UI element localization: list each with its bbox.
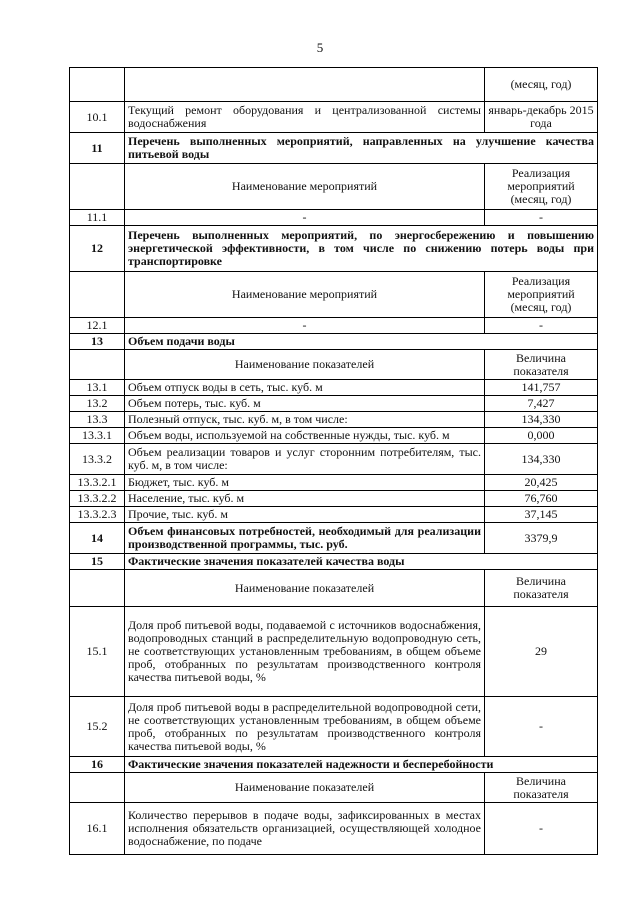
row-name: Прочие, тыс. куб. м — [125, 507, 485, 523]
page-number: 5 — [316, 40, 324, 55]
section-title: Фактические значения показателей надежности и бесперебойности — [125, 757, 598, 773]
section-row — [70, 757, 598, 773]
row-number — [70, 350, 125, 380]
section-number: 15 — [70, 554, 125, 570]
table-row — [70, 102, 598, 133]
row-value: - — [485, 803, 598, 855]
row-name: Доля проб питьевой воды, подаваемой с источников водоснабжения, водопроводных станций в распределительную водопроводную сеть, не соответствующих установленным требованиям, в общем объеме проб, отобранных по результатам производственного контроля качества питьевой воды, % — [125, 607, 485, 697]
row-value: 0,000 — [485, 428, 598, 444]
column-header: Наименование мероприятий — [125, 272, 485, 318]
section-number: 16 — [70, 757, 125, 773]
table-row — [70, 380, 598, 396]
row-name: Объем реализации товаров и услуг сторонним потребителям, тыс. куб. м, в том числе: — [125, 444, 485, 475]
column-header-row — [70, 272, 598, 318]
section-title: Объем подачи воды — [125, 334, 598, 350]
row-name — [125, 68, 485, 102]
column-header: Наименование показателей — [125, 773, 485, 803]
row-name: - — [125, 210, 485, 226]
row-number: 15.1 — [70, 607, 125, 697]
row-number: 11.1 — [70, 210, 125, 226]
row-number — [70, 570, 125, 607]
column-header-row — [70, 164, 598, 210]
row-name: Объем финансовых потребностей, необходимый для реализации производственной программы, тыс. руб. — [125, 523, 485, 554]
row-value: январь-декабрь 2015 года — [485, 102, 598, 133]
row-name: - — [125, 318, 485, 334]
column-header: Реализация мероприятий (месяц, год) — [485, 272, 598, 318]
row-number — [70, 164, 125, 210]
column-header: Величина показателя — [485, 773, 598, 803]
table-row — [70, 428, 598, 444]
table-row — [70, 210, 598, 226]
row-value: 134,330 — [485, 444, 598, 475]
table-row — [70, 491, 598, 507]
row-name: Доля проб питьевой воды в распределительной водопроводной сети, не соответствующих установленным требованиям, в общем объеме проб, отобранных по результатам производственного контроля качества питьевой воды, % — [125, 697, 485, 757]
section-row — [70, 334, 598, 350]
table-row — [70, 68, 598, 102]
row-value: 141,757 — [485, 380, 598, 396]
row-number: 14 — [70, 523, 125, 554]
row-value: 29 — [485, 607, 598, 697]
table-row — [70, 523, 598, 554]
row-value: - — [485, 210, 598, 226]
row-name: Население, тыс. куб. м — [125, 491, 485, 507]
section-number: 11 — [70, 133, 125, 164]
table-row — [70, 396, 598, 412]
row-number — [70, 68, 125, 102]
column-header-row — [70, 570, 598, 607]
row-value: 20,425 — [485, 475, 598, 491]
table-row — [70, 444, 598, 475]
column-header: Величина показателя — [485, 350, 598, 380]
row-name: Количество перерывов в подаче воды, зафиксированных в местах исполнения обязательств организацией, осуществляющей холодное водоснабжение, по подаче — [125, 803, 485, 855]
row-number: 13.1 — [70, 380, 125, 396]
column-header-row — [70, 350, 598, 380]
row-value: 37,145 — [485, 507, 598, 523]
section-row — [70, 226, 598, 272]
row-name: Объем потерь, тыс. куб. м — [125, 396, 485, 412]
column-header: Наименование показателей — [125, 570, 485, 607]
table-row — [70, 475, 598, 491]
section-row — [70, 133, 598, 164]
table-row — [70, 318, 598, 334]
row-value: - — [485, 318, 598, 334]
column-header-row — [70, 773, 598, 803]
row-number: 13.2 — [70, 396, 125, 412]
row-number: 13.3.2.1 — [70, 475, 125, 491]
row-value: (месяц, год) — [485, 68, 598, 102]
row-value: - — [485, 697, 598, 757]
row-value: 3379,9 — [485, 523, 598, 554]
table-row — [70, 607, 598, 697]
table-row — [70, 697, 598, 757]
row-name: Объем отпуск воды в сеть, тыс. куб. м — [125, 380, 485, 396]
table-row — [70, 412, 598, 428]
table-row — [70, 803, 598, 855]
section-title: Перечень выполненных мероприятий, направленных на улучшение качества питьевой воды — [125, 133, 598, 164]
row-number: 13.3.2 — [70, 444, 125, 475]
table-row — [70, 507, 598, 523]
section-row — [70, 554, 598, 570]
row-number — [70, 773, 125, 803]
row-number: 10.1 — [70, 102, 125, 133]
row-name: Бюджет, тыс. куб. м — [125, 475, 485, 491]
row-name: Текущий ремонт оборудования и централизованной системы водоснабжения — [125, 102, 485, 133]
column-header: Реализация мероприятий (месяц, год) — [485, 164, 598, 210]
section-number: 13 — [70, 334, 125, 350]
column-header: Наименование мероприятий — [125, 164, 485, 210]
row-name: Объем воды, используемой на собственные нужды, тыс. куб. м — [125, 428, 485, 444]
row-value: 134,330 — [485, 412, 598, 428]
row-name: Полезный отпуск, тыс. куб. м, в том числе: — [125, 412, 485, 428]
row-number: 13.3 — [70, 412, 125, 428]
row-number: 13.3.2.3 — [70, 507, 125, 523]
row-number: 12.1 — [70, 318, 125, 334]
section-title: Фактические значения показателей качества воды — [125, 554, 598, 570]
row-value: 76,760 — [485, 491, 598, 507]
row-number: 15.2 — [70, 697, 125, 757]
column-header: Наименование показателей — [125, 350, 485, 380]
report-table — [69, 67, 598, 855]
section-title: Перечень выполненных мероприятий, по энергосбережению и повышению энергетической эффективности, в том числе по снижению потерь воды при транспортировке — [125, 226, 598, 272]
row-value: 7,427 — [485, 396, 598, 412]
row-number: 13.3.2.2 — [70, 491, 125, 507]
row-number: 13.3.1 — [70, 428, 125, 444]
section-number: 12 — [70, 226, 125, 272]
row-number — [70, 272, 125, 318]
column-header: Величина показателя — [485, 570, 598, 607]
row-number: 16.1 — [70, 803, 125, 855]
